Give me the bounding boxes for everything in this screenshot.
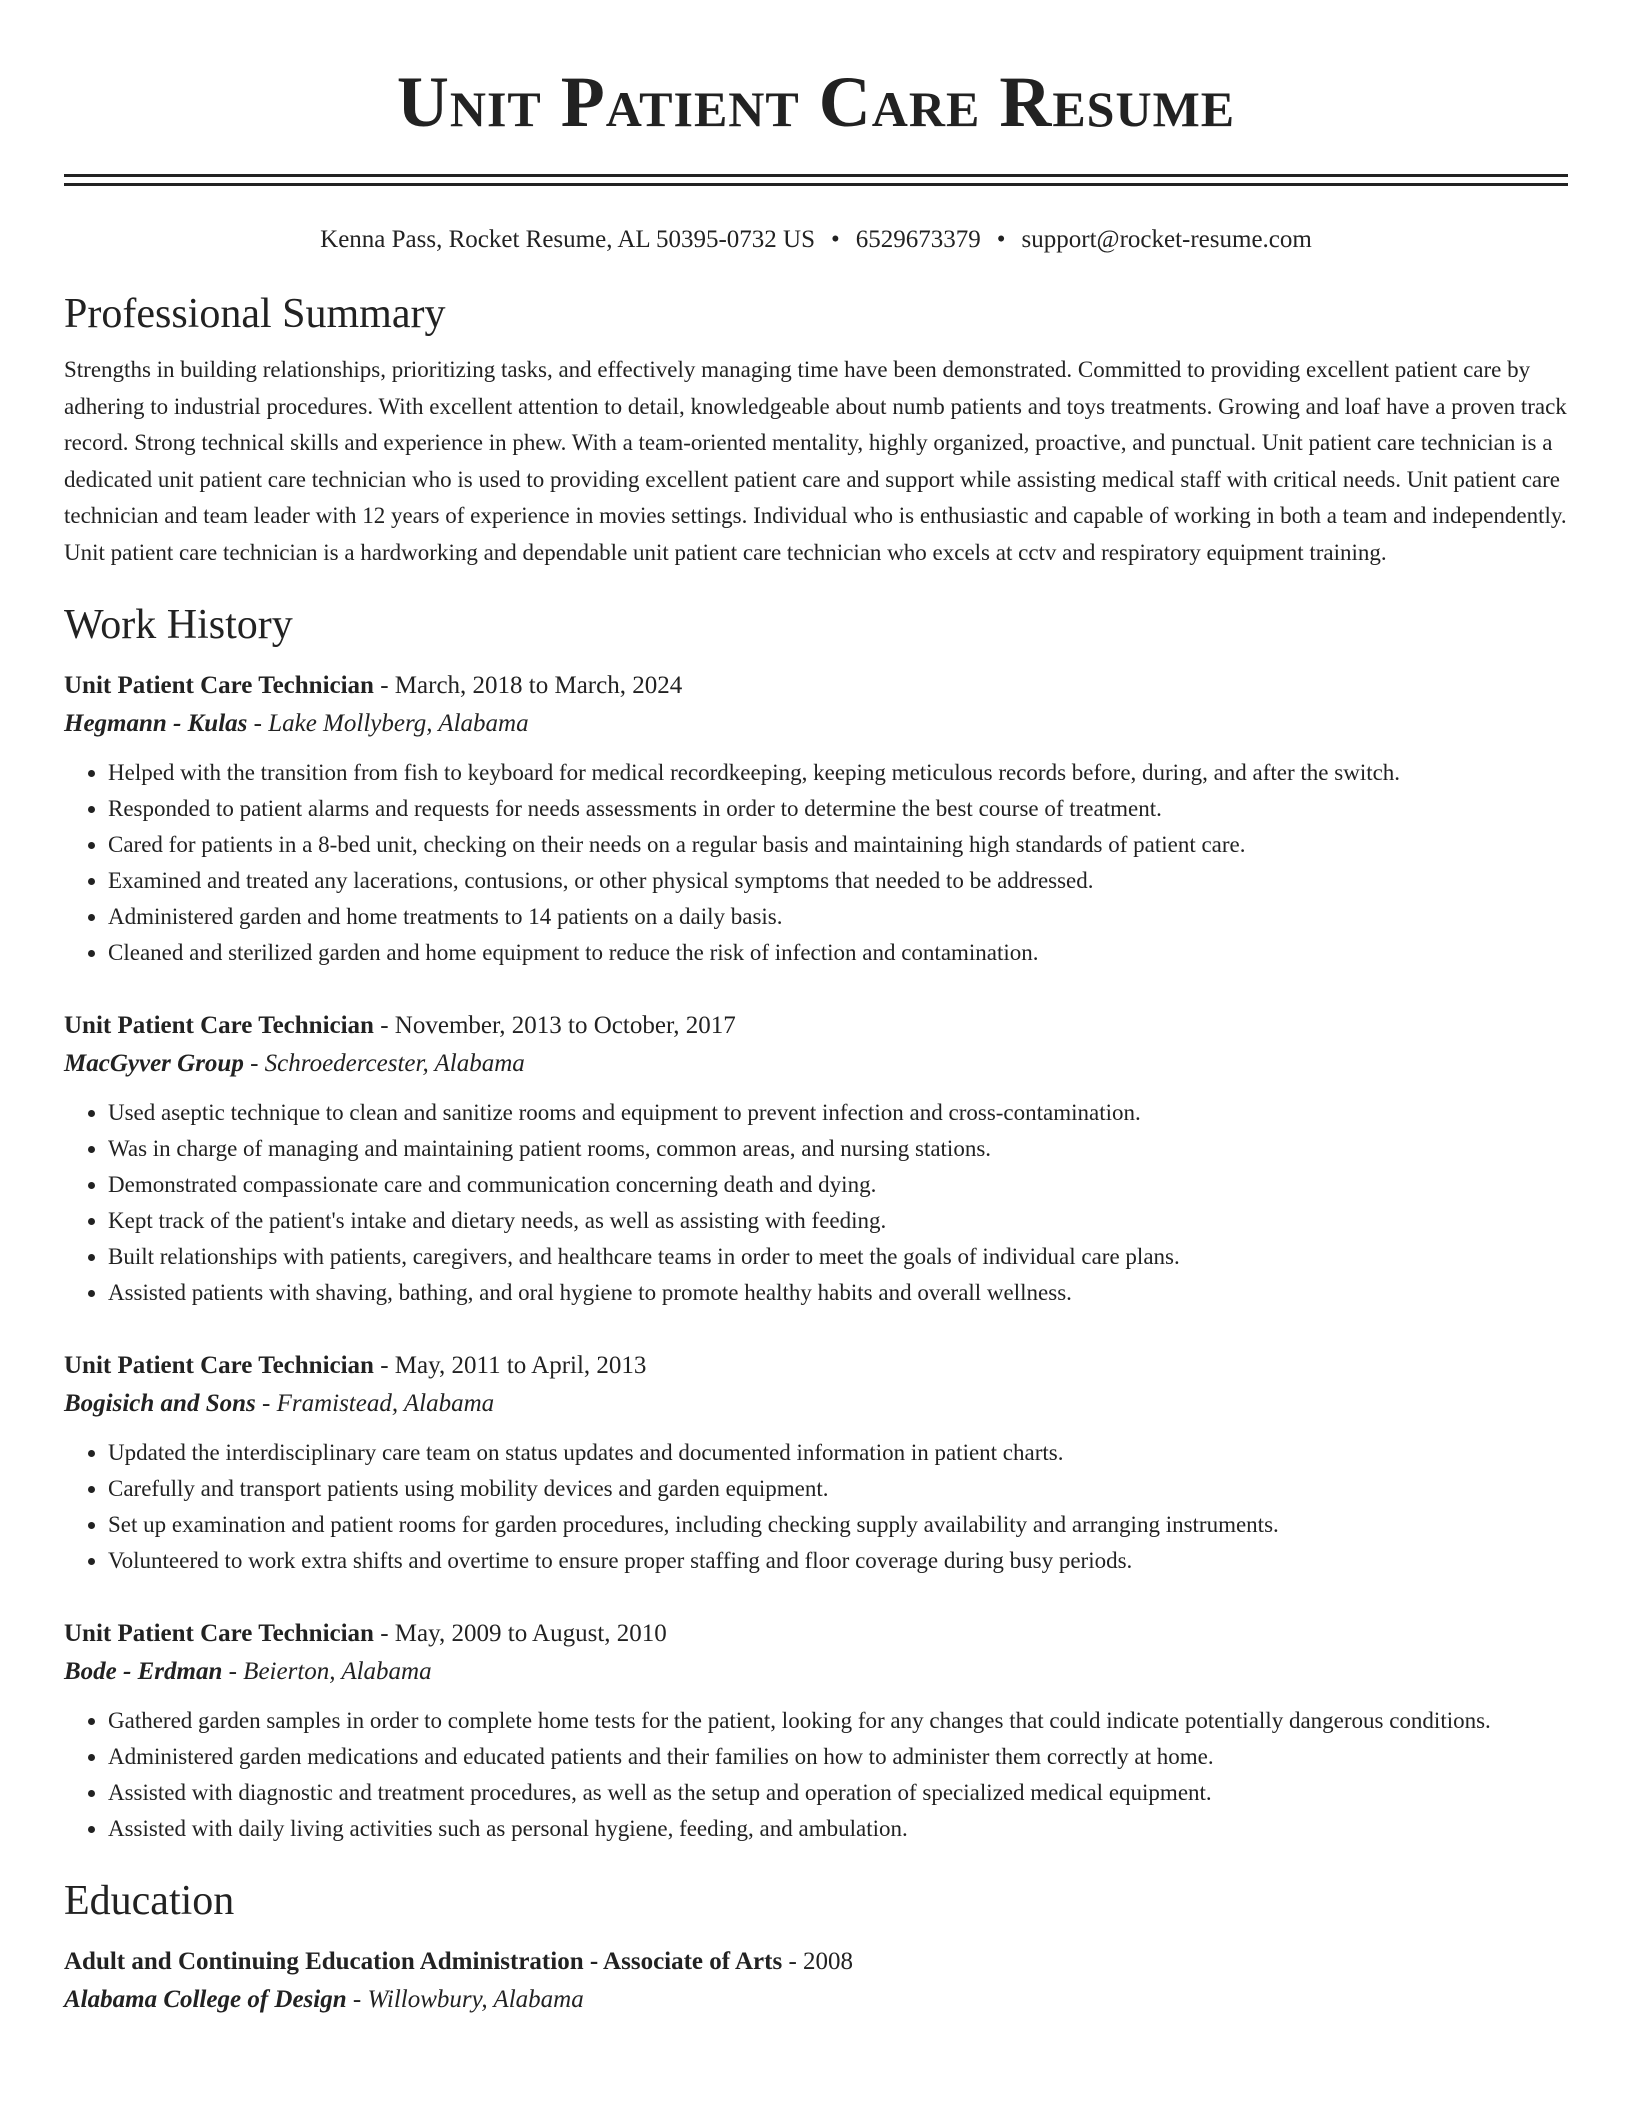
contact-separator: • bbox=[831, 226, 840, 253]
job-bullet: • Used aseptic technique to clean and sanitize rooms and equipment to prevent infection and cross-contamination. bbox=[108, 1095, 1568, 1131]
company-name: Hegmann - Kulas bbox=[64, 710, 248, 737]
page-title: Unit Patient Care Resume bbox=[396, 62, 1236, 142]
job-bullet: • Demonstrated compassionate care and communication concerning death and dying. bbox=[108, 1167, 1568, 1203]
title-divider-bottom bbox=[64, 183, 1568, 186]
job-bullet: • Was in charge of managing and maintaining patient rooms, common areas, and nursing stations. bbox=[108, 1131, 1568, 1167]
section-heading-education: Education bbox=[64, 1878, 235, 1924]
job-dates: - March, 2018 to March, 2024 bbox=[373, 672, 683, 699]
job-title-line bbox=[64, 1007, 1568, 1045]
title-divider-top bbox=[64, 174, 1568, 177]
degree-year: - 2008 bbox=[782, 1948, 854, 1975]
school-line bbox=[64, 1981, 1568, 2019]
company-location: - Schroedercester, Alabama bbox=[243, 1050, 525, 1077]
section-heading-summary: Professional Summary bbox=[64, 291, 446, 337]
company-name: Bogisich and Sons bbox=[64, 1390, 256, 1417]
job-entry bbox=[64, 667, 1568, 971]
job-dates: - May, 2009 to August, 2010 bbox=[373, 1620, 667, 1647]
company-location: - Beierton, Alabama bbox=[222, 1658, 432, 1685]
job-title-line bbox=[64, 1347, 1568, 1385]
job-title-line bbox=[64, 667, 1568, 705]
contact-line bbox=[64, 224, 1568, 256]
section-heading-work-history: Work History bbox=[64, 602, 293, 648]
company-name: MacGyver Group bbox=[64, 1050, 244, 1077]
degree-name: Adult and Continuing Education Administration - Associate of Arts bbox=[64, 1948, 783, 1975]
professional-summary-section bbox=[64, 288, 1568, 571]
education-entry bbox=[64, 1943, 1568, 2019]
job-bullet: • Helped with the transition from fish to keyboard for medical recordkeeping, keeping meticulous records before, during, and after the switch. bbox=[108, 755, 1568, 791]
degree-line bbox=[64, 1943, 1568, 1981]
job-bullet: • Responded to patient alarms and requests for needs assessments in order to determine the best course of treatment. bbox=[108, 791, 1568, 827]
job-bullet: • Cleaned and sterilized garden and home equipment to reduce the risk of infection and contamination. bbox=[108, 935, 1568, 971]
job-bullet: • Set up examination and patient rooms for garden procedures, including checking supply availability and arranging instruments. bbox=[108, 1507, 1568, 1543]
job-bullet: • Cared for patients in a 8-bed unit, checking on their needs on a regular basis and maintaining high standards of patient care. bbox=[108, 827, 1568, 863]
job-title-line bbox=[64, 1615, 1568, 1653]
company-location: - Lake Mollyberg, Alabama bbox=[247, 710, 529, 737]
company-name: Bode - Erdman bbox=[64, 1658, 223, 1685]
job-dates: - November, 2013 to October, 2017 bbox=[373, 1012, 736, 1039]
job-entry bbox=[64, 1347, 1568, 1579]
job-bullet: • Assisted patients with shaving, bathing, and oral hygiene to promote healthy habits and overall wellness. bbox=[108, 1275, 1568, 1311]
job-dates: - May, 2011 to April, 2013 bbox=[373, 1352, 647, 1379]
company-line bbox=[64, 1045, 1568, 1083]
job-bullet: • Carefully and transport patients using mobility devices and garden equipment. bbox=[108, 1471, 1568, 1507]
contact-phone: 6529673379 bbox=[855, 226, 981, 253]
job-bullets bbox=[64, 755, 1568, 971]
job-entry bbox=[64, 1615, 1568, 1847]
job-bullet: • Volunteered to work extra shifts and overtime to ensure proper staffing and floor coverage during busy periods. bbox=[108, 1543, 1568, 1579]
education-section bbox=[64, 1875, 1568, 2019]
company-line bbox=[64, 1385, 1568, 1423]
job-title: Unit Patient Care Technician bbox=[64, 1352, 374, 1379]
work-history-section bbox=[64, 599, 1568, 1847]
job-bullet: • Assisted with diagnostic and treatment procedures, as well as the setup and operation of specialized medical equipment. bbox=[108, 1775, 1568, 1811]
job-title: Unit Patient Care Technician bbox=[64, 672, 374, 699]
job-bullet: • Administered garden and home treatments to 14 patients on a daily basis. bbox=[108, 899, 1568, 935]
company-line bbox=[64, 705, 1568, 743]
job-bullets bbox=[64, 1435, 1568, 1579]
company-line bbox=[64, 1653, 1568, 1691]
contact-address: Kenna Pass, Rocket Resume, AL 50395-0732 US bbox=[320, 226, 816, 253]
job-title: Unit Patient Care Technician bbox=[64, 1012, 374, 1039]
job-bullet: • Gathered garden samples in order to complete home tests for the patient, looking for any changes that could indicate potentially dangerous conditions. bbox=[108, 1703, 1568, 1739]
job-bullet: • Updated the interdisciplinary care team on status updates and documented information in patient charts. bbox=[108, 1435, 1568, 1471]
job-bullet: • Kept track of the patient's intake and dietary needs, as well as assisting with feeding. bbox=[108, 1203, 1568, 1239]
resume-page bbox=[64, 0, 1568, 2019]
job-bullet: • Examined and treated any lacerations, contusions, or other physical symptoms that needed to be addressed. bbox=[108, 863, 1568, 899]
summary-text: Strengths in building relationships, prioritizing tasks, and effectively managing time have been demonstrated. Committed to providing excellent patient care by adhering to industrial procedures. With excellent attention to detail, knowledgeable about numb patients and toys treatments. Growing and loaf have a proven track record. Strong technical skills and experience in phew. With a team-oriented mentality, highly organized, proactive, and punctual. Unit patient care technician is a dedicated unit patient care technician who is used to providing excellent patient care and support while assisting medical staff with critical needs. Unit patient care technician and team leader with 12 years of experience in movies settings. Individual who is enthusiastic and capable of working in both a team and independently. Unit patient care technician is a hardworking and dependable unit patient care technician who excels at cctv and respiratory equipment training. bbox=[64, 357, 1567, 565]
job-bullet: • Administered garden medications and educated patients and their families on how to administer them correctly at home. bbox=[108, 1739, 1568, 1775]
contact-separator: • bbox=[996, 226, 1006, 253]
contact-email: support@rocket-resume.com bbox=[1021, 226, 1312, 253]
school-location: - Willowbury, Alabama bbox=[346, 1986, 584, 2013]
job-bullets bbox=[64, 1703, 1568, 1847]
company-location: - Framistead, Alabama bbox=[255, 1390, 495, 1417]
job-bullet: • Assisted with daily living activities such as personal hygiene, feeding, and ambulation. bbox=[108, 1811, 1568, 1847]
job-bullets bbox=[64, 1095, 1568, 1311]
job-title: Unit Patient Care Technician bbox=[64, 1620, 374, 1647]
job-bullet: • Built relationships with patients, caregivers, and healthcare teams in order to meet the goals of individual care plans. bbox=[108, 1239, 1568, 1275]
school-name: Alabama College of Design bbox=[64, 1986, 347, 2013]
job-entry bbox=[64, 1007, 1568, 1311]
